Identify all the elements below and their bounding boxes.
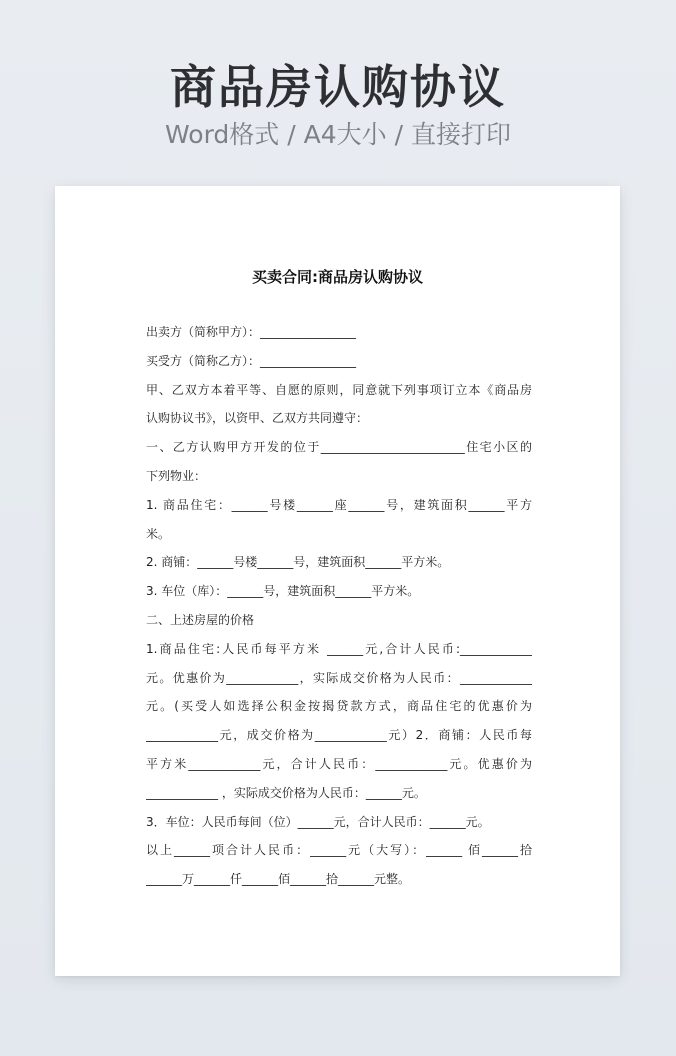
clause-line: 米。 — [146, 526, 171, 541]
clause-line: 1. 商品住宅：______号楼______座______号，建筑面积______平方 — [146, 497, 532, 512]
document-page — [55, 186, 620, 976]
total-line: 以上______项合计人民币：______元（大写）：______ 佰______拾 — [146, 843, 532, 858]
clause-line: 2. 商铺：______号楼______号，建筑面积______平方米。 — [146, 555, 450, 570]
price-line: ____________元，成交价格为____________元）2．商铺：人民币每 — [146, 728, 532, 743]
document-title: 买卖合同:商品房认购协议 — [252, 268, 423, 286]
page-subtitle: Word格式 / A4大小 / 直接打印 — [165, 120, 511, 149]
body-paragraph-line: 甲、乙双方本着平等、自愿的原则，同意就下列事项订立本《商品房 — [146, 382, 532, 397]
section-heading-line: 二、上述房屋的价格 — [146, 612, 255, 627]
price-line: 元。(买受人如选择公积金按揭贷款方式，商品住宅的优惠价为 — [146, 699, 532, 714]
buyer-line: 买受方（简称乙方）：________________ — [146, 353, 357, 368]
body-paragraph-line: 认购协议书》，以资甲、乙双方共同遵守： — [146, 411, 369, 426]
total-line: ______万______仟______佰______拾______元整。 — [146, 872, 411, 887]
price-line: 1.商品住宅:人民币每平方米 ______元,合计人民币:____________ — [146, 641, 532, 656]
page-title: 商品房认购协议 — [170, 60, 506, 114]
section-heading-line: 一、乙方认购甲方开发的位于________________________住宅小区的 — [146, 440, 532, 455]
price-line: 元。优惠价为____________，实际成交价格为人民币：____________ — [146, 670, 532, 685]
body-paragraph-line: 下列物业： — [146, 468, 207, 483]
price-line: 3．车位：人民币每间（位）______元，合计人民币：______元。 — [146, 814, 490, 829]
seller-line: 出卖方（简称甲方）：________________ — [146, 325, 357, 339]
document-body — [146, 318, 532, 894]
price-line: ____________ ，实际成交价格为人民币：______元。 — [146, 785, 426, 800]
price-line: 平方米____________元，合计人民币：____________元。优惠价为 — [146, 756, 532, 771]
clause-line: 3. 车位（库）：______号，建筑面积______平方米。 — [146, 584, 420, 599]
